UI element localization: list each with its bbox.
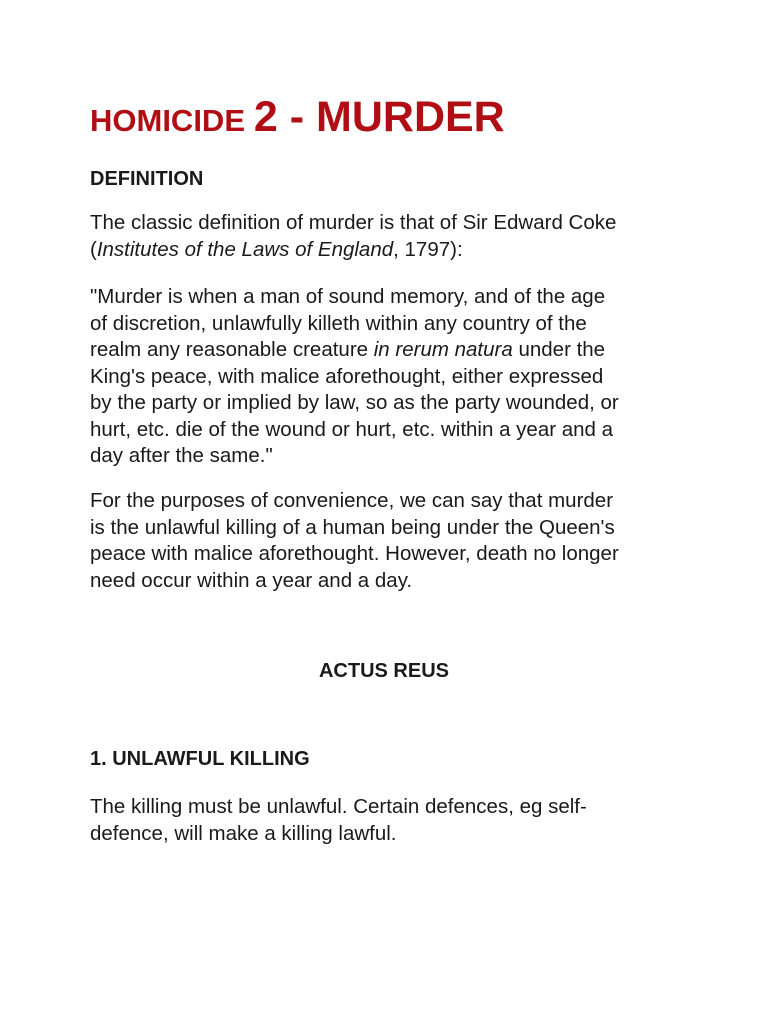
convenience-paragraph <box>90 488 690 594</box>
unlawful-killing-paragraph <box>90 794 690 847</box>
quote-line-3 <box>90 337 690 364</box>
intro-paragraph <box>90 210 690 263</box>
quote-line-2: of discretion, unlawfully killeth within any country of the <box>90 311 587 335</box>
intro-year: , 1797): <box>393 237 463 261</box>
quote-line-3-pre: realm any reasonable creature <box>90 338 374 361</box>
page-title <box>90 93 505 141</box>
convenience-line-3: peace with malice aforethought. However, death no longer <box>90 542 619 565</box>
quote-line-1: "Murder is when a man of sound memory, and of the age <box>90 285 606 308</box>
unlawful-line-1: The killing must be unlawful. Certain defences, eg self- <box>90 795 587 818</box>
title-part-homicide: HOMICIDE <box>90 103 245 138</box>
convenience-line-1: For the purposes of convenience, we can say that murder <box>90 489 614 512</box>
quote-line-4: King's peace, with malice aforethought, either expressed <box>90 364 604 388</box>
quote-line-5: by the party or implied by law, so as the party wounded, or <box>90 391 619 414</box>
definition-heading: DEFINITION <box>90 168 204 190</box>
intro-book-title: Institutes of the Laws of England <box>96 237 394 261</box>
intro-open-paren: ( <box>90 237 97 261</box>
coke-quote-paragraph <box>90 284 690 470</box>
actus-reus-heading: ACTUS REUS <box>318 660 449 682</box>
intro-line-2 <box>90 237 690 264</box>
quote-line-3-post: under the <box>512 338 606 361</box>
quote-line-6: hurt, etc. die of the wound or hurt, etc. within a year and a <box>90 417 614 441</box>
convenience-line-2: is the unlawful killing of a human being under the Queen's <box>90 515 615 539</box>
title-part-murder: 2 - MURDER <box>253 93 505 141</box>
unlawful-killing-heading: 1. UNLAWFUL KILLING <box>90 748 310 770</box>
unlawful-line-2: defence, will make a killing lawful. <box>90 821 397 845</box>
convenience-line-4: need occur within a year and a day. <box>90 568 413 592</box>
intro-line-1: The classic definition of murder is that of Sir Edward Coke <box>90 211 617 234</box>
quote-latin-phrase: in rerum natura <box>373 338 513 361</box>
quote-line-7: day after the same." <box>90 444 273 467</box>
